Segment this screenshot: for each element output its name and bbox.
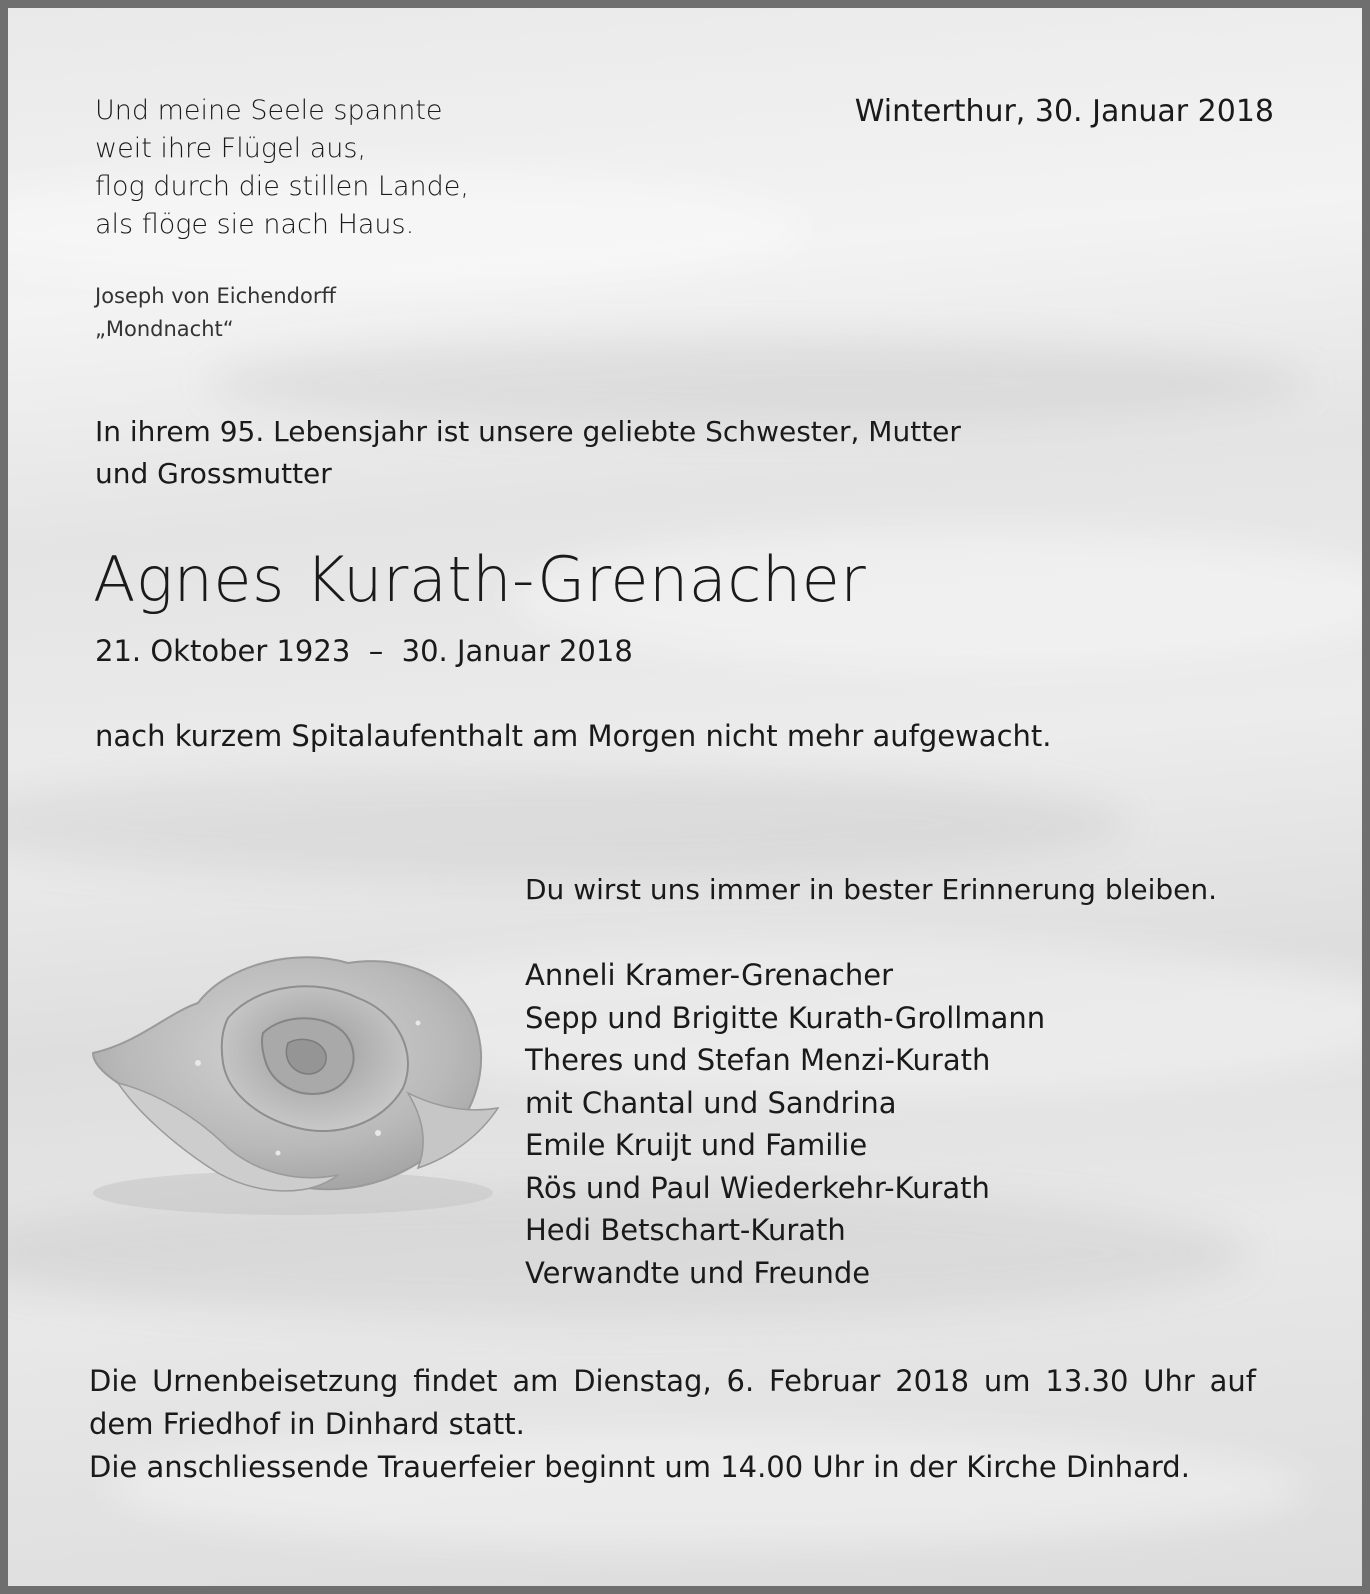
service-word: am [512,1364,559,1398]
service-line: Die anschliessende Trauerfeier beginnt um 14.00 Uhr in der Kirche Dinhard. [89,1450,1190,1484]
water-shadow [8,768,1128,878]
service-word: 6. [726,1364,755,1398]
service-line: dem Friedhof in Dinhard statt. [89,1407,525,1441]
poem-line: weit ihre Flügel aus, [95,133,367,164]
death-note: nach kurzem Spitalaufenthalt am Morgen nicht mehr aufgewacht. [95,719,1052,753]
obituary-card [8,8,1362,1586]
poem-work: „Mondnacht“ [95,317,234,341]
farewell-text: Du wirst uns immer in bester Erinnerung bleiben. [525,873,1218,906]
poem-attribution [95,280,336,346]
service-word: Uhr [1143,1364,1195,1398]
poem-line: Und meine Seele spannte [95,95,443,126]
deceased-name: Agnes Kurath-Grenacher [93,543,867,616]
mourner: mit Chantal und Sandrina [525,1085,897,1120]
mourner: Anneli Kramer-Grenacher [525,958,894,992]
intro-line: In ihrem 95. Lebensjahr ist unsere geliebte Schwester, Mutter [95,415,961,448]
service-word: Februar [769,1364,881,1398]
service-notice [89,1360,1256,1489]
mourner: Theres und Stefan Menzi-Kurath [525,1043,991,1077]
service-word: Urnenbeisetzung [152,1364,399,1398]
service-word: 13.30 [1045,1364,1129,1398]
mourner: Hedi Betschart-Kurath [525,1213,846,1247]
service-word: Die [89,1364,138,1398]
mourners-list [525,954,1045,1294]
poem-author: Joseph von Eichendorff [95,284,336,308]
intro-text [95,411,1095,495]
poem-line: als flöge sie nach Haus. [95,209,415,240]
service-word: 2018 [895,1364,970,1398]
service-word: um [983,1364,1031,1398]
poem [95,92,469,244]
mourner: Verwandte und Freunde [525,1255,871,1290]
poem-line: flog durch die stillen Lande, [95,171,469,202]
lifespan: 21. Oktober 1923 – 30. Januar 2018 [95,634,633,668]
mourner: Rös und Paul Wiederkehr-Kurath [525,1170,990,1205]
place-date: Winterthur, 30. Januar 2018 [854,94,1274,129]
mourner: Sepp und Brigitte Kurath-Grollmann [525,1000,1046,1035]
service-word: Dienstag, [573,1364,712,1398]
service-line [89,1360,1256,1403]
intro-line: und Grossmutter [95,457,332,490]
rose-icon [78,943,508,1223]
service-word: auf [1209,1364,1256,1398]
service-word: findet [413,1364,498,1398]
mourner: Emile Kruijt und Familie [525,1128,868,1162]
